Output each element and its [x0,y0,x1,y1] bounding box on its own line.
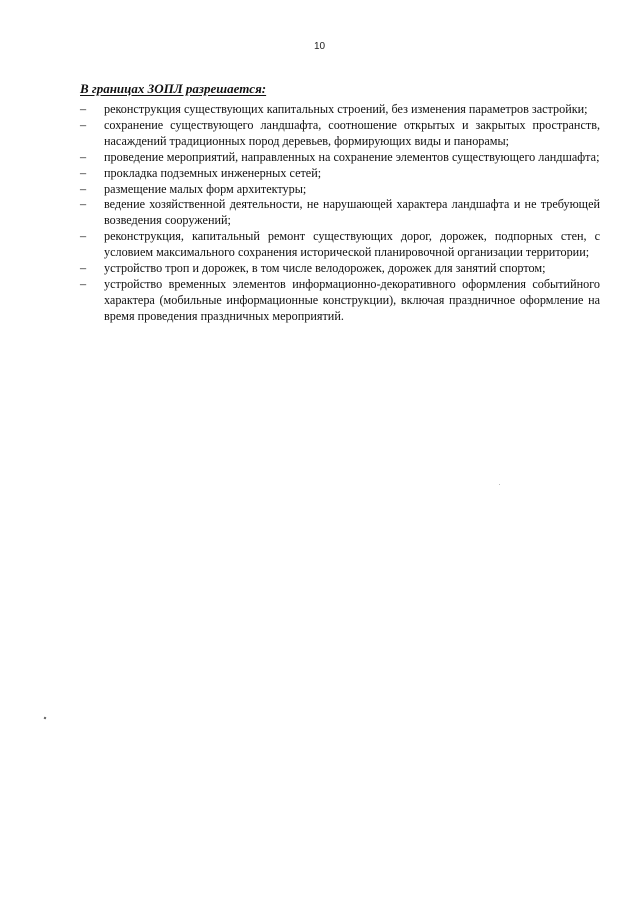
list-dash: – [80,261,87,276]
list-item [80,102,600,118]
list-item-text: ведение хозяйственной деятельности, не нарушающей характера ландшафта и не требующей возведения сооружений; [104,197,600,228]
list-item [80,150,600,166]
list-dash: – [80,165,87,180]
list-item-text: проведение мероприятий, направленных на сохранение элементов существующего ландшафта; [104,149,600,164]
list-item-text: прокладка подземных инженерных сетей; [104,165,322,180]
list-dash: – [80,102,87,116]
section-heading: В границах ЗОПЛ разрешается: [80,81,267,96]
permitted-activities-list [80,102,600,325]
list-dash: – [80,229,87,244]
list-item [80,182,600,198]
list-item [80,118,600,150]
list-dash: – [80,197,87,212]
list-item [80,197,600,229]
list-item-text: устройство троп и дорожек, в том числе велодорожек, дорожек для занятий спортом; [104,261,546,276]
list-item-text: реконструкция, капитальный ремонт существующих дорог, дорожек, подпорных стен, с условием максимального сохранения исторической планировочной организации территории; [104,229,600,260]
list-item-text: реконструкция существующих капитальных строений, без изменения параметров застройки; [104,102,588,116]
list-item [80,261,600,277]
list-item [80,166,600,182]
list-item [80,277,600,325]
scan-speck [499,484,500,485]
list-dash: – [80,149,87,164]
list-item [80,229,600,261]
list-item-text: сохранение существующего ландшафта, соотношение открытых и закрытых пространств, насаждений традиционных пород деревьев, формирующих виды и панорамы; [104,117,600,148]
page-number: 10 [313,41,326,52]
scan-speck [44,717,47,720]
list-item-text: устройство временных элементов информационно-декоративного оформления событийного характера (мобильные информационные конструкции), включая праздничное оформление на время проведения праздничных мероприятий. [104,276,600,323]
list-dash: – [80,181,87,196]
list-item-text: размещение малых форм архитектуры; [104,181,307,196]
list-dash: – [80,117,87,132]
list-dash: – [80,276,87,291]
